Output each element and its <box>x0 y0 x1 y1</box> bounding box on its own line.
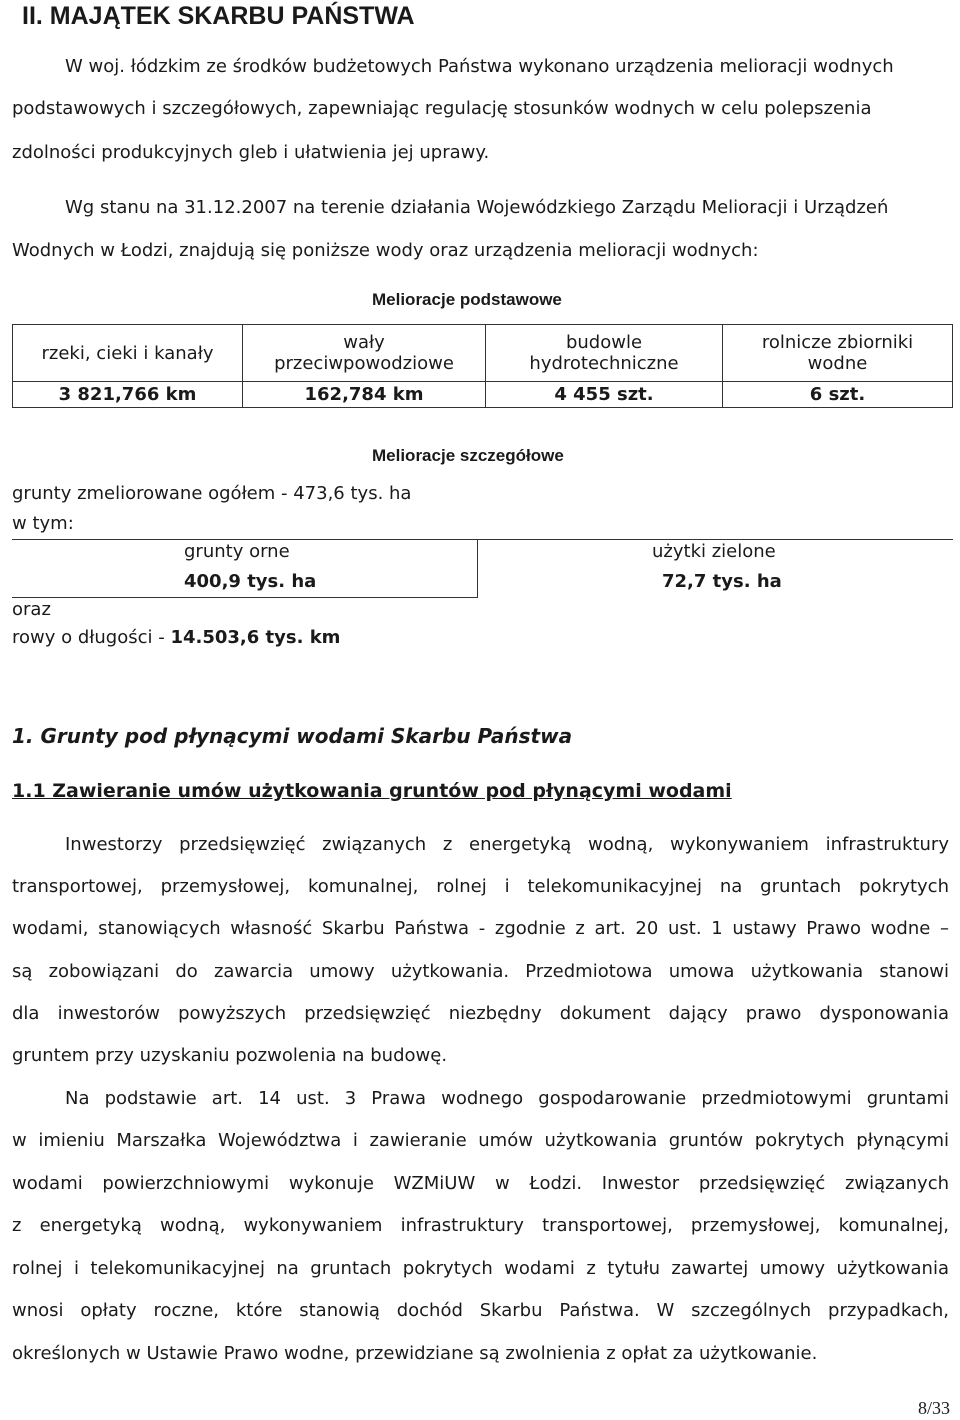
header-hydro: budowle hydrotechniczne <box>486 325 723 382</box>
para2-line-5: rolnej i telekomunikacyjnej na gruntach pokrytych wodami z tytułu zawartej umowy użytkowania <box>12 1258 949 1279</box>
para2-line-6: wnosi opłaty roczne, które stanowią dochód Skarbu Państwa. W szczególnych przypadkach, <box>12 1300 949 1321</box>
page-number: 8/33 <box>917 1398 950 1418</box>
para1-line-5: dla inwestorów powyższych przedsięwzięć niezbędny dokument dający prawo dysponowania <box>12 1003 949 1024</box>
status-line-1: Wg stanu na 31.12.2007 na terenie działania Wojewódzkiego Zarządu Melioracji i Urządzeń <box>65 197 889 218</box>
para2-line-4: z energetyką wodną, wykonywaniem infrastruktury transportowej, przemysłowej, komunalnej, <box>12 1215 949 1236</box>
header-rivers: rzeki, cieki i kanały <box>13 325 243 382</box>
ditches-line <box>12 627 340 648</box>
detailed-divider <box>477 539 478 597</box>
detailed-top-rule <box>12 539 953 540</box>
value-hydro: 4 455 szt. <box>486 382 723 408</box>
value-dikes: 162,784 km <box>243 382 486 408</box>
para2-line-1: Na podstawie art. 14 ust. 3 Prawa wodnego gospodarowanie przedmiotowymi gruntami <box>65 1088 949 1109</box>
intro-line-2: podstawowych i szczegółowych, zapewniając regulację stosunków wodnych w celu polepszenia <box>12 98 872 119</box>
header-dikes: wały przeciwpowodziowe <box>243 325 486 382</box>
detailed-caption: Melioracje szczegółowe <box>372 446 564 465</box>
arable-value: 400,9 tys. ha <box>184 571 317 592</box>
grass-label: użytki zielone <box>652 541 776 562</box>
para2-line-7: określonych w Ustawie Prawo wodne, przewidziane są zwolnienia z opłat za użytkowanie. <box>12 1343 818 1364</box>
detailed-total: grunty zmeliorowane ogółem - 473,6 tys. ha <box>12 483 412 504</box>
header-tanks: rolnicze zbiorniki wodne <box>723 325 953 382</box>
intro-line-3: zdolności produkcyjnych gleb i ułatwienia jej uprawy. <box>12 142 490 163</box>
detailed-and: oraz <box>12 599 51 620</box>
status-line-2: Wodnych w Łodzi, znajdują się poniższe wody oraz urządzenia melioracji wodnych: <box>12 240 759 261</box>
ditches-label: rowy o długości - <box>12 627 171 648</box>
arable-label: grunty orne <box>184 541 290 562</box>
para1-line-3: wodami, stanowiących własność Skarbu Państwa - zgodnie z art. 20 ust. 1 ustawy Prawo wodne – <box>12 918 949 939</box>
basic-caption: Melioracje podstawowe <box>372 290 562 309</box>
ditches-value: 14.503,6 tys. km <box>170 627 341 648</box>
basic-table <box>12 324 953 408</box>
para2-line-2: w imieniu Marszałka Województwa i zawieranie umów użytkowania gruntów pokrytych płynącymi <box>12 1130 949 1151</box>
detailed-of-which: w tym: <box>12 513 74 534</box>
intro-line-1: W woj. łódzkim ze środków budżetowych Państwa wykonano urządzenia melioracji wodnych <box>65 56 894 77</box>
grass-value: 72,7 tys. ha <box>662 571 782 592</box>
page-heading: II. MAJĄTEK SKARBU PAŃSTWA <box>22 2 415 30</box>
detailed-bottom-rule <box>12 597 478 598</box>
para1-line-6: gruntem przy uzyskaniu pozwolenia na budowę. <box>12 1045 448 1066</box>
section-1-1-title: 1.1 Zawieranie umów użytkowania gruntów pod płynącymi wodami <box>12 780 732 802</box>
para2-line-3: wodami powierzchniowymi wykonuje WZMiUW w Łodzi. Inwestor przedsięwzięć związanych <box>12 1173 949 1194</box>
section-1-title: 1. Grunty pod płynącymi wodami Skarbu Państwa <box>12 724 573 748</box>
value-rivers: 3 821,766 km <box>13 382 243 408</box>
para1-line-1: Inwestorzy przedsięwzięć związanych z energetyką wodną, wykonywaniem infrastruktury <box>65 834 949 855</box>
para1-line-4: są zobowiązani do zawarcia umowy użytkowania. Przedmiotowa umowa użytkowania stanowi <box>12 961 949 982</box>
value-tanks: 6 szt. <box>723 382 953 408</box>
para1-line-2: transportowej, przemysłowej, komunalnej, rolnej i telekomunikacyjnej na gruntach pokrytych <box>12 876 949 897</box>
